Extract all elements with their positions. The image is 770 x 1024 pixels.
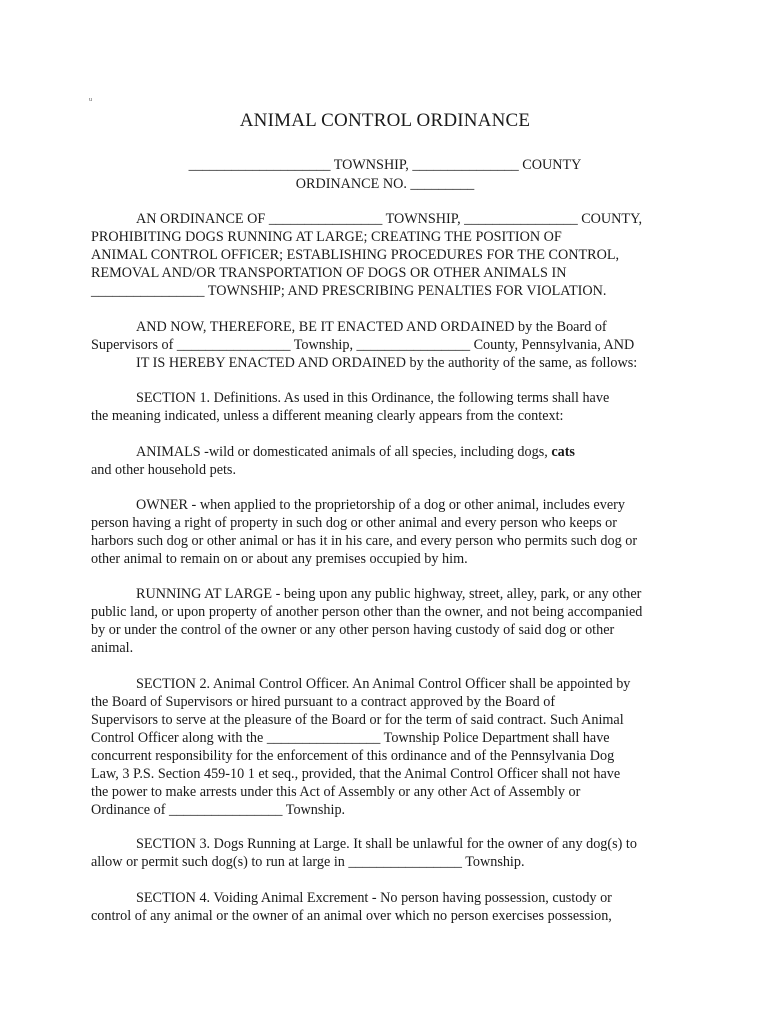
enactment-line: AND NOW, THEREFORE, BE IT ENACTED AND ORDAINED by the Board of [136,319,607,335]
owner-definition-line: OWNER - when applied to the proprietorship of a dog or other animal, includes every [136,497,625,513]
section2-line: Control Officer along with the ________________ Township Police Department shall have [91,730,610,746]
section4-line: SECTION 4. Voiding Animal Excrement - No person having possession, custody or [136,890,612,906]
running-definition-line: public land, or upon property of another person other than the owner, and not being accompanied [91,604,643,620]
corner-mark: u [89,97,92,103]
running-definition-line: animal. [91,640,134,656]
preamble-line: REMOVAL AND/OR TRANSPORTATION OF DOGS OR OTHER ANIMALS IN [91,265,567,281]
township-county-line: ____________________ TOWNSHIP, _______________ COUNTY [188,157,582,173]
section2-line: the power to make arrests under this Act of Assembly or any other Act of Assembly or [91,784,581,800]
enactment-line: IT IS HEREBY ENACTED AND ORDAINED by the authority of the same, as follows: [136,355,638,371]
animals-definition-emphasis: cats [551,444,575,460]
section1-line: SECTION 1. Definitions. As used in this Ordinance, the following terms shall have [136,390,610,406]
animals-definition-text: ANIMALS -wild or domesticated animals of all species, including dogs, [136,444,552,460]
ordinance-number-line: ORDINANCE NO. _________ [295,176,475,192]
enactment-line: Supervisors of ________________ Township, ________________ County, Pennsylvania, AND [91,337,635,353]
section3-line: allow or permit such dog(s) to run at large in ________________ Township. [91,854,525,870]
preamble-line: ANIMAL CONTROL OFFICER; ESTABLISHING PROCEDURES FOR THE CONTROL, [91,247,620,263]
preamble-line: PROHIBITING DOGS RUNNING AT LARGE; CREATING THE POSITION OF [91,229,562,245]
section2-line: SECTION 2. Animal Control Officer. An Animal Control Officer shall be appointed by [136,676,631,692]
document-title: ANIMAL CONTROL ORDINANCE [239,110,531,131]
section2-line: Supervisors to serve at the pleasure of the Board or for the term of said contract. Such Animal [91,712,624,728]
section2-line: Law, 3 P.S. Section 459-10 1 et seq., provided, that the Animal Control Officer shall not have [91,766,621,782]
running-definition-line: by or under the control of the owner or any other person having custody of said dog or other [91,622,615,638]
section3-line: SECTION 3. Dogs Running at Large. It shall be unlawful for the owner of any dog(s) to [136,836,637,852]
animals-definition [136,443,575,461]
owner-definition-line: harbors such dog or other animal or has it in his care, and every person who permits such dog or [91,533,638,549]
section4-line: control of any animal or the owner of an animal over which no person exercises possession, [91,908,612,924]
preamble-line: AN ORDINANCE OF ________________ TOWNSHIP, ________________ COUNTY, [136,211,643,227]
owner-definition-line: person having a right of property in such dog or other animal and every person who keeps or [91,515,617,531]
preamble-line: ________________ TOWNSHIP; AND PRESCRIBING PENALTIES FOR VIOLATION. [91,283,607,299]
section2-line: concurrent responsibility for the enforcement of this ordinance and of the Pennsylvania Dog [91,748,615,764]
owner-definition-line: other animal to remain on or about any premises occupied by him. [91,551,468,567]
running-definition-line: RUNNING AT LARGE - being upon any public highway, street, alley, park, or any other [136,586,642,602]
section1-line: the meaning indicated, unless a different meaning clearly appears from the context: [91,408,564,424]
section2-line: Ordinance of ________________ Township. [91,802,346,818]
animals-definition-continued: and other household pets. [91,462,236,478]
section2-line: the Board of Supervisors or hired pursuant to a contract approved by the Board of [91,694,556,710]
